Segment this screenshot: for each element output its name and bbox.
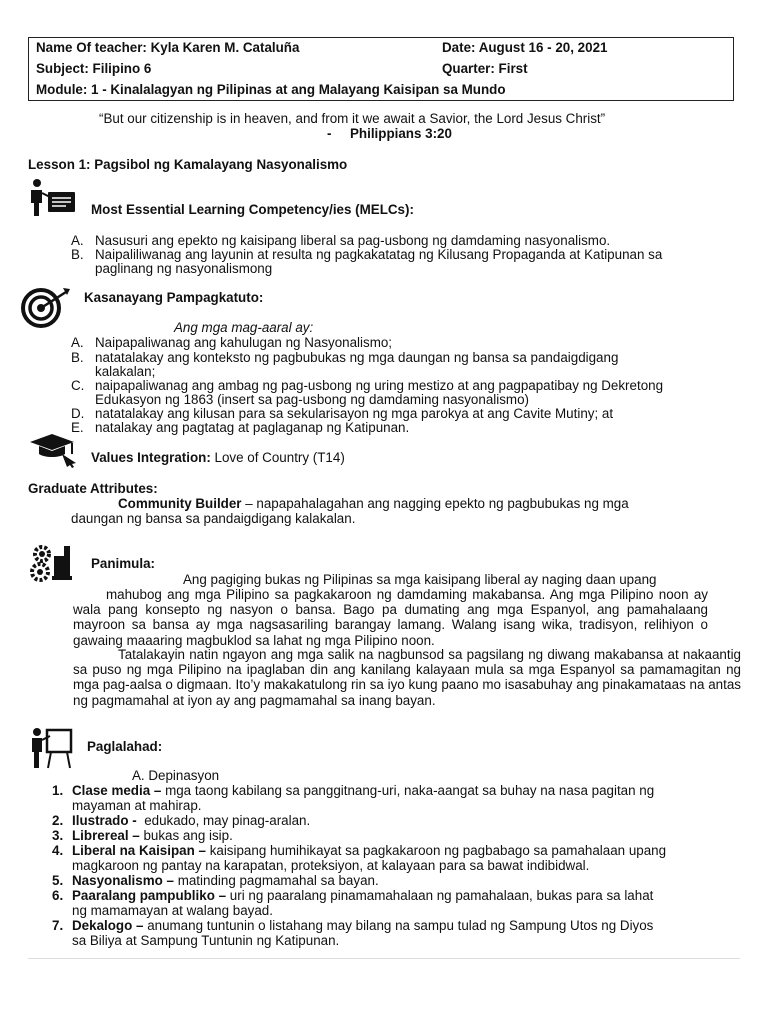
date-range: Date: August 16 - 20, 2021 [442, 40, 608, 55]
def-item-cont: sa Biliya at Sampung Tuntunin ng Katipunan. [72, 933, 340, 948]
def-item-cont: magkaroon ng pantay na karapatan, proteksiyon, at kalayaan para sa bawat indibidwal. [72, 858, 590, 873]
teacher-board-icon [28, 178, 78, 218]
graduate-line-2: daungan ng bansa sa pandaigdigang kalakalan. [71, 511, 356, 526]
def-item [72, 828, 233, 843]
def-text: uri ng paaralang pinamamahalaan ng pamahalaan, bukas para sa lahat [229, 888, 654, 903]
paglalahad-heading: Paglalahad: [87, 739, 163, 754]
kasanayan-item-e: natalakay ang pagtatag at paglaganap ng Katipunan. [95, 420, 410, 435]
def-item [72, 873, 379, 888]
target-icon [19, 286, 73, 328]
teacher-name: Name Of teacher: Kyla Karen M. Cataluña [36, 40, 300, 55]
panimula-p2: Tatalakayin natin ngayon ang mga salik na nagbunsod sa pagsilang ng diwang makabansa at nakaantig sa puso ng mga Pilipino na ipaglaban din ang kanilang kalayaan mula sa mga Espanyol sa pamamagitan ng mga pag-aalsa o digmaan. Ito’y makakatulong rin sa iyo kung paano mo isasabuhay ang pinakamataas na antas ng pagmamahal at iyon ay ang pagmamahal sa inang bayan. [73, 647, 741, 708]
melcs-heading: Most Essential Learning Competency/ies (MELCs): [91, 202, 414, 217]
kasanayan-item-c-cont: Edukasyon ng 1863 (insert sa pag-usbong ng damdaming nasyonalismo) [95, 392, 529, 407]
melc-item-a: Nasusuri ang epekto ng kaisipang liberal sa pag-usbong ng damdaming nasyonalismo. [95, 233, 611, 248]
def-text: mga taong kabilang sa panggitnang-uri, naka-aangat sa buhay na nasa pagitan ng [165, 783, 655, 798]
def-item-cont: ng mamamayan at walang bayad. [72, 903, 273, 918]
lesson-title: Lesson 1: Pagsibol ng Kamalayang Nasyonalismo [28, 157, 348, 172]
def-number: 6. [52, 888, 64, 903]
def-item [72, 888, 653, 903]
def-term: Clase media – [72, 783, 162, 798]
def-item [72, 843, 666, 858]
kasanayan-marker: D. [71, 406, 85, 421]
def-number: 3. [52, 828, 64, 843]
bible-quote: “But our citizenship is in heaven, and from it we await a Savior, the Lord Jesus Christ” [99, 111, 606, 126]
def-term: Nasyonalismo – [72, 873, 174, 888]
quarter: Quarter: First [442, 61, 528, 76]
def-number: 4. [52, 843, 64, 858]
kasanayan-marker: C. [71, 378, 85, 393]
def-text: matinding pagmamahal sa bayan. [177, 873, 379, 888]
kasanayan-marker: A. [71, 335, 84, 350]
melc-item-b-cont: paglinang ng nasyonalismong [95, 261, 273, 276]
def-term: Liberal na Kaisipan – [72, 843, 206, 858]
panimula-heading: Panimula: [91, 556, 155, 571]
kasanayan-item-d: natatalakay ang kilusan para sa sekularisayon ng mga parokya at ang Cavite Mutiny; at [95, 406, 614, 421]
def-item [72, 813, 310, 828]
def-text: kaisipang humihikayat sa pagkakaroon ng pagbabago sa pamahalaan upang [209, 843, 667, 858]
quote-reference: Philippians 3:20 [350, 126, 452, 141]
depinasyon-subheading: A. Depinasyon [132, 768, 220, 783]
module-title: Module: 1 - Kinalalagyan ng Pilipinas at ang Malayang Kaisipan sa Mundo [36, 82, 506, 97]
graduate-heading: Graduate Attributes: [28, 481, 158, 496]
def-text: edukado, may pinag-aralan. [144, 813, 311, 828]
kasanayan-item-b-cont: kalakalan; [95, 364, 156, 379]
values-value: Love of Country (T14) [214, 450, 345, 465]
def-number: 2. [52, 813, 64, 828]
panimula-p1-rest: mahubog ang mga Pilipino sa pagkakaroon ng damdaming makabansa. Ang mga Pilipino noon ay wala pang konsepto ng nasyon o bansa. Bago pa dumating ang mga Espanyol, ang pamahalaang mayroon sa bansa ay mga nagsasariling barangay lamang. Walang isang wika, tradisyon, relihiyon o gawaing maaaring magbuklod sa lahat ng mga Pilipino noon. [73, 587, 708, 648]
kasanayan-marker: E. [71, 420, 84, 435]
def-item [72, 783, 654, 798]
def-term: Paaralang pampubliko – [72, 888, 227, 903]
def-term: Ilustrado - [72, 813, 137, 828]
def-number: 1. [52, 783, 64, 798]
kasanayan-item-c: naipapaliwanag ang ambag ng pag-usbong ng uring mestizo at ang pagpapatibay ng Dekretong [95, 378, 664, 393]
melc-marker: A. [71, 233, 84, 248]
def-item [72, 918, 653, 933]
subject: Subject: Filipino 6 [36, 61, 152, 76]
kasanayan-item-a: Naipapaliwanag ang kahulugan ng Nasyonalismo; [95, 335, 393, 350]
values-integration [91, 450, 345, 465]
melc-marker: B. [71, 247, 84, 262]
kasanayan-marker: B. [71, 350, 84, 365]
def-term: Dekalogo – [72, 918, 144, 933]
kasanayan-intro: Ang mga mag-aaral ay: [174, 320, 314, 335]
def-number: 7. [52, 918, 64, 933]
def-text: bukas ang isip. [143, 828, 233, 843]
graduation-cap-icon [28, 432, 82, 468]
def-text: anumang tuntunin o listahang may bilang na sampu tulad ng Sampung Utos ng Diyos [147, 918, 654, 933]
def-item-cont: mayaman at mahirap. [72, 798, 202, 813]
page-divider [28, 958, 740, 959]
gears-icon [28, 542, 76, 584]
kasanayan-heading: Kasanayang Pampagkatuto: [84, 290, 264, 305]
values-label: Values Integration: [91, 450, 211, 465]
kasanayan-item-b: natatalakay ang konteksto ng pagbubukas ng mga daungan ng bansa sa pandaigdigang [95, 350, 619, 365]
quote-dash: - [327, 126, 332, 141]
presenter-icon [28, 726, 74, 772]
def-number: 5. [52, 873, 64, 888]
graduate-line-1 [118, 496, 629, 511]
graduate-desc: – napapahalagahan ang nagging epekto ng pagbubukas ng mga [245, 496, 629, 511]
def-term: Librereal – [72, 828, 140, 843]
melc-item-b: Naipaliliwanag ang layunin at resulta ng pagkakatatag ng Kilusang Propaganda at Katipunan sa [95, 247, 663, 262]
header-table [28, 37, 734, 101]
panimula-p1-first: Ang pagiging bukas ng Pilipinas sa mga kaisipang liberal ay naging daan upang [183, 572, 657, 587]
graduate-term: Community Builder [118, 496, 242, 511]
